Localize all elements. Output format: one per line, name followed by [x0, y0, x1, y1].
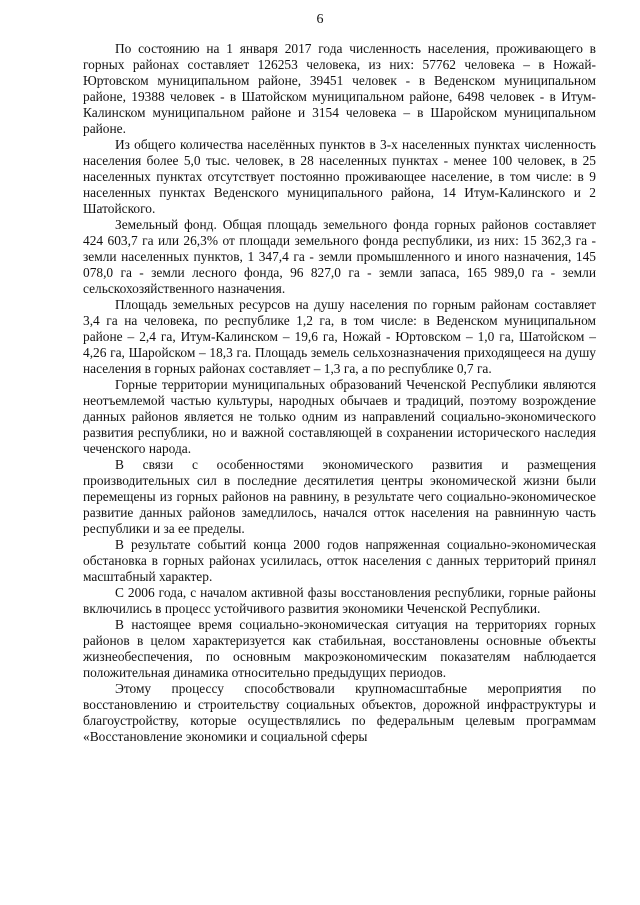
paragraph-mountain-territories: Горные территории муниципальных образований Чеченской Республики являются неотъемлемой частью культуры, народных обычаев и традиций, поэтому возрождение данных районов является не только одним из направлений социально-экономического развития республики, но и важной составляющей в сохранении исторического наследия чеченского народа.	[83, 377, 596, 456]
paragraph-events-2000: В результате событий конца 2000 годов напряженная социально-экономическая обстановка в горных районах усилилась, отток населения с данных территорий принял масштабный характер.	[83, 537, 596, 584]
paragraph-since-2006: С 2006 года, с началом активной фазы восстановления республики, горные районы включились в процесс устойчивого развития экономики Чеченской Республики.	[83, 585, 596, 616]
paragraph-land-fund: Земельный фонд. Общая площадь земельного фонда горных районов составляет 424 603,7 га или 26,3% от площади земельного фонда республики, из них: 15 362,3 га - земли населенных пунктов, 1 347,4 га - земли промышленного и иного назначения, 145 078,0 га - земли лесного фонда, 96 827,0 га - земли запаса, 165 989,0 га - земли сельскохозяйственного назначения.	[83, 217, 596, 296]
paragraph-land-per-capita: Площадь земельных ресурсов на душу населения по горным районам составляет 3,4 га на человека, по республике 1,2 га, в том числе: в Веденском муниципальном районе – 2,4 га, Итум-Калинском – 19,6 га, Ножай - Юртовском – 1,0 га, Шатойском – 4,26 га, Шаройском – 18,3 га. Площадь земель сельхозназначения приходящееся на душу населения в горных районах составляет – 1,3 га, а по республике 0,7 га.	[83, 297, 596, 376]
paragraph-population: По состоянию на 1 января 2017 года численность населения, проживающего в горных районах составляет 126253 человека, из них: 57762 человека – в Ножай-Юртовском муниципальном районе, 39451 человек - в Веденском муниципальном районе, 19388 человек - в Шатойском муниципальном районе, 6498 человек - в Итум-Калинском муниципальном районе и 3154 человека – в Шаройском муниципальном районе.	[83, 41, 596, 136]
page-number: 6	[316, 12, 324, 27]
paragraph-current-situation: В настоящее время социально-экономическая ситуация на территориях горных районов в целом характеризуется как стабильная, восстановлены основные объекты жизнеобеспечения, по основным макроэкономическим показателям наблюдается положительная динамика относительно предыдущих периодов.	[83, 617, 596, 680]
paragraph-federal-programs: Этому процессу способствовали крупномасштабные мероприятия по восстановлению и строительству социальных объектов, дорожной инфраструктуры и благоустройству, которые осуществлялись по федеральным целевым программам «Восстановление экономики и социальной сферы	[83, 681, 596, 744]
document-body	[83, 41, 596, 745]
paragraph-economic-shift: В связи с особенностями экономического развития и размещения производительных сил в последние десятилетия центры экономической жизни были перемещены из горных районов на равнину, в результате чего социально-экономическое развитие данных районов замедлилось, начался отток населения на равнинную часть республики и за ее пределы.	[83, 457, 596, 536]
paragraph-settlements: Из общего количества населённых пунктов в 3-х населенных пунктах численность населения более 5,0 тыс. человек, в 28 населенных пунктах - менее 100 человек, в 25 населенных пунктах отсутствует постоянно проживающее население, в том числе: в 9 населенных пунктах Веденского муниципального района, 14 Итум-Калинского и 2 Шатойского.	[83, 137, 596, 216]
